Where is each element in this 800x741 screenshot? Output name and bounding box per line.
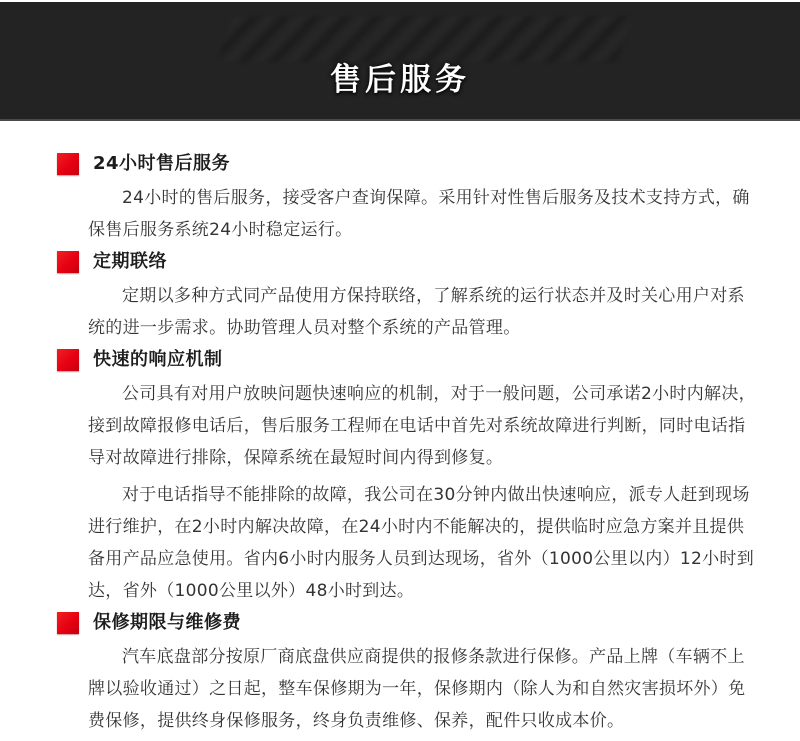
section-header <box>57 612 756 634</box>
page-title: 售后服务 <box>330 62 470 98</box>
red-square-bullet-icon <box>57 153 79 175</box>
section-body <box>88 182 756 246</box>
section-paragraph: 24小时的售后服务，接受客户查询保障。采用针对性售后服务及技术支持方式，确保售后服务系统24小时稳定运行。 <box>88 188 750 240</box>
section-body <box>88 641 756 737</box>
red-square-bullet-icon <box>57 251 79 273</box>
section-paragraph: 定期以多种方式同产品使用方保持联络，了解系统的运行状态并及时关心用户对系统的进一步需求。协助管理人员对整个系统的产品管理。 <box>88 286 745 338</box>
section-header <box>57 153 756 175</box>
red-square-bullet-icon <box>57 612 79 634</box>
section-title: 24小时售后服务 <box>93 153 231 174</box>
section-warranty-fees <box>57 612 756 737</box>
section-title: 快速的响应机制 <box>93 349 223 370</box>
content-area <box>0 121 800 737</box>
section-body <box>88 280 756 344</box>
header-banner <box>0 2 800 121</box>
section-body <box>88 378 756 607</box>
section-header <box>57 251 756 273</box>
section-paragraph: 汽车底盘部分按原厂商底盘供应商提供的报修条款进行保修。产品上牌（车辆不上牌以验收通过）之日起，整车保修期为一年，保修期内（除人为和自然灾害损坏外）免费保修，提供终身保修服务，终身负责维修、保养，配件只收成本价。 <box>88 647 746 731</box>
red-square-bullet-icon <box>57 349 79 371</box>
section-paragraph: 公司具有对用户放映问题快速响应的机制，对于一般问题，公司承诺2小时内解决，接到故障报修电话后，售后服务工程师在电话中首先对系统故障进行判断，同时电话指导对故障进行排除，保障系统在最短时间内得到修复。 <box>88 384 756 468</box>
section-regular-contact <box>57 251 756 344</box>
section-rapid-response <box>57 349 756 607</box>
section-24h-service <box>57 153 756 246</box>
section-header <box>57 349 756 371</box>
section-title: 定期联络 <box>93 251 167 272</box>
section-title: 保修期限与维修费 <box>93 612 241 633</box>
section-paragraph: 对于电话指导不能排除的故障，我公司在30分钟内做出快速响应，派专人赶到现场进行维护，在2小时内解决故障，在24小时内不能解决的，提供临时应急方案并且提供备用产品应急使用。省内6小时内服务人员到达现场，省外（1000公里以内）12小时到达，省外（1000公里以外）48小时到达。 <box>88 485 755 601</box>
